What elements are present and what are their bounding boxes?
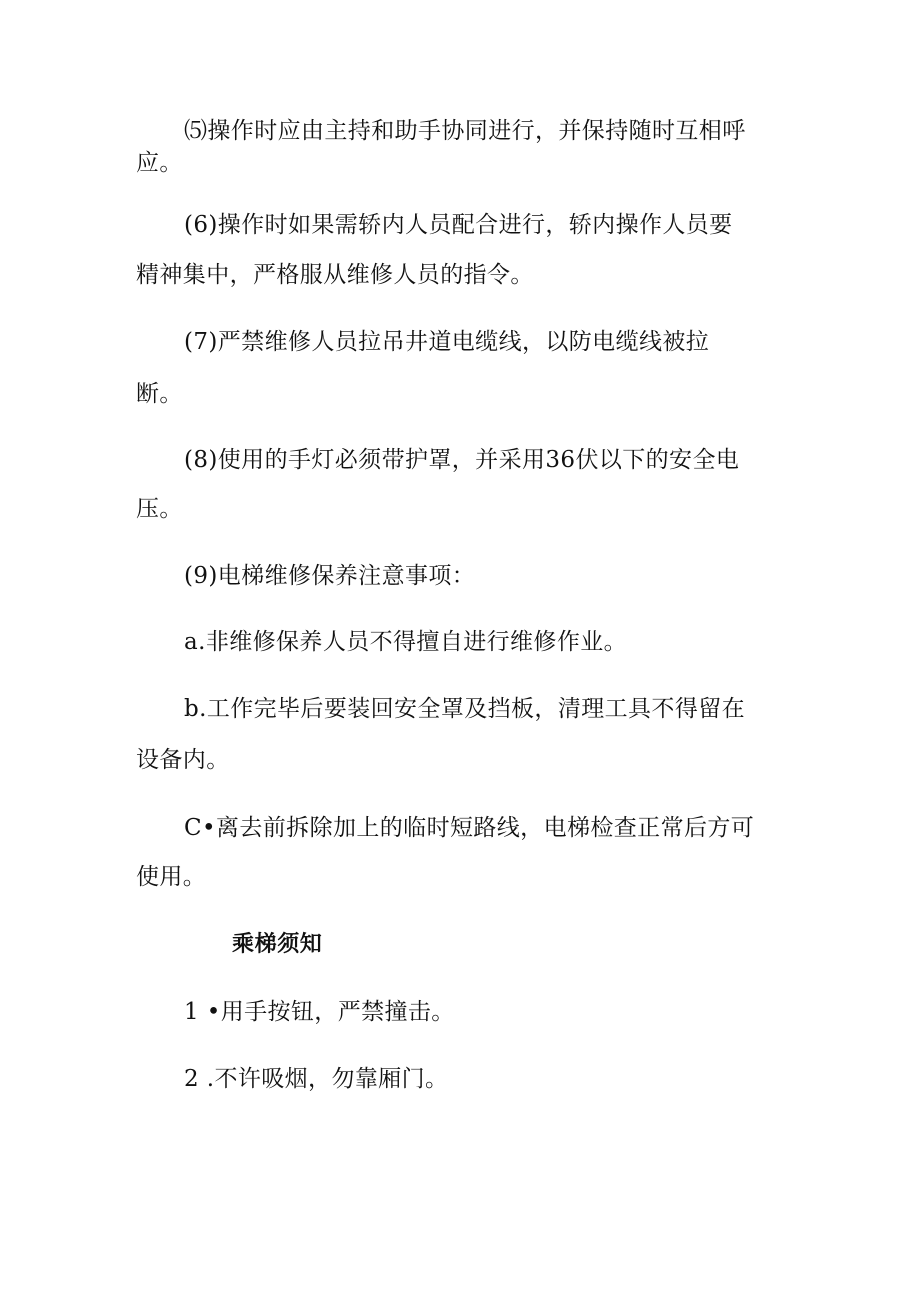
rule-1: 1 •用手按钮，严禁撞击。 [184,999,455,1025]
paragraph-7-line-2: 断。 [136,381,183,407]
section-heading: 乘梯须知 [232,932,323,957]
item-b-line-1: b.工作完毕后要装回安全罩及挡板，清理工具不得留在 [184,696,746,722]
rule-2: 2 .不许吸烟，勿靠厢门。 [184,1066,449,1092]
item-b-line-2: 设备内。 [136,747,230,773]
paragraph-8-line-1: (8)使用的手灯必须带护罩，并采用36伏以下的安全电 [184,447,740,473]
paragraph-6-line-2: 精神集中，严格服从维修人员的指令。 [136,262,534,288]
paragraph-6-line-1: (6)操作时如果需轿内人员配合进行，轿内操作人员要 [184,212,733,238]
paragraph-5-line-2: 应。 [136,150,183,176]
paragraph-5-line-1: ⑸操作时应由主持和助手协同进行，并保持随时互相呼 [184,118,746,144]
item-a-line-1: a.非维修保养人员不得擅自进行维修作业。 [184,629,628,655]
paragraph-8-line-2: 压。 [136,496,183,522]
item-c-line-2: 使用。 [136,864,207,890]
paragraph-9-line-1: (9)电梯维修保养注意事项： [184,563,476,589]
paragraph-7-line-1: (7)严禁维修人员拉吊井道电缆线，以防电缆线被拉 [184,329,710,355]
item-c-line-1: C•离去前拆除加上的临时短路线，电梯检查正常后方可 [184,815,755,841]
